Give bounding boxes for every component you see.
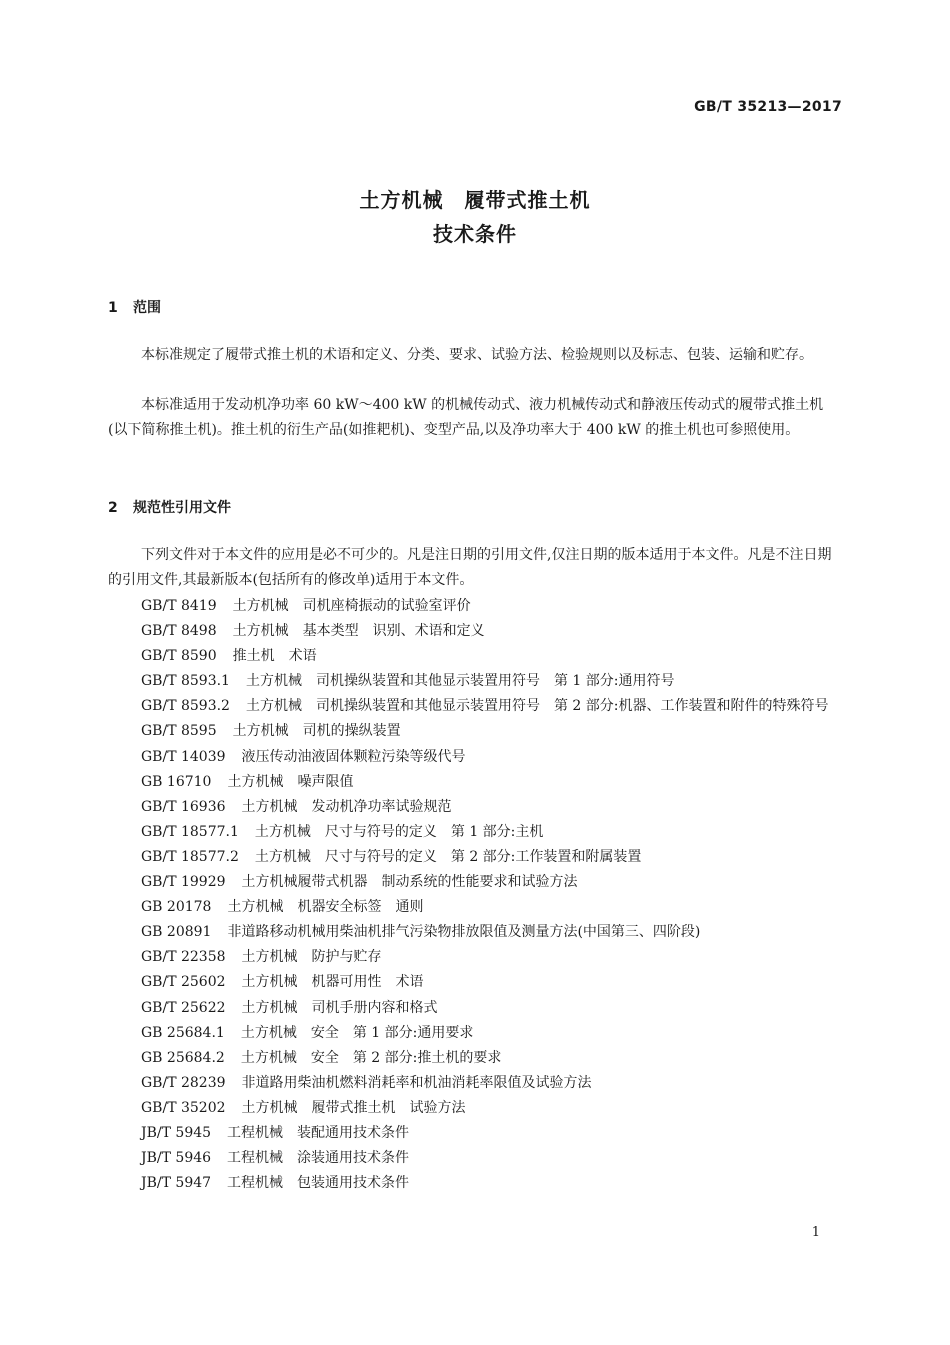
reference-title: 土方机械 安全 第 2 部分:推土机的要求: [240, 1049, 502, 1066]
reference-code: GB/T 35202: [141, 1099, 226, 1116]
reference-code: JB/T 5947: [141, 1175, 212, 1192]
reference-code: JB/T 5945: [141, 1124, 212, 1141]
reference-title: 非道路用柴油机燃料消耗率和机油消耗率限值及试验方法: [241, 1074, 592, 1091]
scope-paragraph: 本标准适用于发动机净功率 60 kW～400 kW 的机械传动式、液力机械传动式和静液压传动式的履带式推土机(以下简称推土机)。推土机的衍生产品(如推耙机)、变型产品,以及净功率大于 400 kW 的推土机也可参照使用。: [108, 397, 824, 438]
reference-item: [108, 996, 842, 1021]
reference-code: GB 20891: [141, 924, 212, 941]
section-number: 1: [108, 300, 118, 316]
reference-title: 土方机械履带式机器 制动系统的性能要求和试验方法: [241, 874, 578, 891]
reference-item: [108, 1121, 842, 1146]
document-title: 土方机械 履带式推土机: [359, 188, 591, 212]
reference-title: 土方机械 机器可用性 术语: [241, 974, 424, 991]
reference-item: [108, 669, 842, 694]
reference-item: [108, 594, 842, 619]
reference-title: 土方机械 机器安全标签 通则: [227, 899, 424, 916]
reference-item: [108, 619, 842, 644]
page-number: 1: [811, 1225, 820, 1240]
reference-code: GB/T 18577.2: [141, 848, 239, 865]
reference-code: GB/T 25602: [141, 974, 226, 991]
reference-title: 工程机械 装配通用技术条件: [227, 1124, 410, 1141]
reference-code: GB/T 8498: [141, 623, 217, 640]
reference-title: 土方机械 防护与贮存: [241, 949, 382, 966]
reference-title: 土方机械 司机操纵装置和其他显示装置用符号 第 2 部分:机器、工作装置和附件的特殊符号: [245, 698, 829, 715]
section-number: 2: [108, 500, 118, 516]
reference-title: 土方机械 履带式推土机 试验方法: [241, 1099, 466, 1116]
reference-code: GB/T 19929: [141, 874, 226, 891]
reference-item: [108, 1096, 842, 1121]
reference-item: [108, 770, 842, 795]
reference-item: [108, 1046, 842, 1071]
reference-code: GB/T 28239: [141, 1074, 226, 1091]
reference-code: GB 25684.1: [141, 1024, 225, 1041]
reference-item: [108, 745, 842, 770]
reference-title: 土方机械 司机手册内容和格式: [241, 999, 438, 1016]
reference-code: GB/T 18577.1: [141, 823, 239, 840]
reference-item: [108, 970, 842, 995]
reference-title: 非道路移动机械用柴油机排气污染物排放限值及测量方法(中国第三、四阶段): [227, 924, 701, 941]
reference-item: [108, 870, 842, 895]
reference-title: 土方机械 司机操纵装置和其他显示装置用符号 第 1 部分:通用符号: [245, 673, 675, 690]
reference-title: 土方机械 安全 第 1 部分:通用要求: [240, 1024, 474, 1041]
reference-code: GB/T 16936: [141, 798, 226, 815]
reference-item: [108, 920, 842, 945]
reference-code: GB/T 8419: [141, 598, 217, 614]
reference-code: GB/T 14039: [141, 748, 226, 765]
reference-code: GB/T 8590: [141, 648, 217, 665]
reference-title: 土方机械 噪声限值: [227, 773, 354, 790]
document-subtitle: 技术条件: [433, 222, 517, 246]
reference-item: [108, 895, 842, 920]
reference-title: 土方机械 司机的操纵装置: [232, 723, 401, 740]
reference-list: [108, 594, 842, 1196]
reference-title: 土方机械 司机座椅振动的试验室评价: [232, 598, 471, 614]
reference-item: [108, 694, 842, 719]
reference-item: [108, 945, 842, 970]
reference-item: [108, 1146, 842, 1171]
reference-item: [108, 719, 842, 744]
reference-item: [108, 644, 842, 669]
reference-title: 土方机械 尺寸与符号的定义 第 1 部分:主机: [254, 823, 544, 840]
reference-item: [108, 1071, 842, 1096]
references-intro-paragraph: 下列文件对于本文件的应用是必不可少的。凡是注日期的引用文件,仅注日期的版本适用于本文件。凡是不注日期的引用文件,其最新版本(包括所有的修改单)适用于本文件。: [108, 547, 832, 588]
reference-title: 土方机械 基本类型 识别、术语和定义: [232, 623, 485, 640]
reference-code: GB 25684.2: [141, 1049, 225, 1066]
reference-item: [108, 1021, 842, 1046]
section-heading-scope: [108, 297, 161, 317]
reference-item: [108, 845, 842, 870]
reference-code: GB/T 8595: [141, 723, 217, 740]
reference-code: JB/T 5946: [141, 1150, 212, 1167]
reference-code: GB/T 8593.2: [141, 698, 230, 715]
section-heading-normative-references: [108, 497, 231, 517]
reference-code: GB 16710: [141, 773, 212, 790]
reference-code: GB/T 22358: [141, 949, 226, 966]
reference-item: [108, 1171, 842, 1196]
reference-title: 土方机械 尺寸与符号的定义 第 2 部分:工作装置和附属装置: [254, 848, 642, 865]
reference-title: 工程机械 包装通用技术条件: [227, 1175, 410, 1192]
reference-code: GB/T 25622: [141, 999, 226, 1016]
standard-code: GB/T 35213—2017: [694, 99, 842, 115]
section-title: 规范性引用文件: [133, 500, 231, 516]
scope-paragraph: 本标准规定了履带式推土机的术语和定义、分类、要求、试验方法、检验规则以及标志、包装、运输和贮存。: [141, 347, 813, 363]
reference-item: [108, 820, 842, 845]
reference-title: 工程机械 涂装通用技术条件: [227, 1150, 410, 1167]
section-title: 范围: [133, 300, 161, 316]
reference-code: GB 20178: [141, 899, 212, 916]
reference-title: 推土机 术语: [232, 648, 317, 665]
reference-title: 液压传动油液固体颗粒污染等级代号: [241, 748, 466, 765]
reference-title: 土方机械 发动机净功率试验规范: [241, 798, 452, 815]
reference-item: [108, 795, 842, 820]
reference-code: GB/T 8593.1: [141, 673, 230, 690]
